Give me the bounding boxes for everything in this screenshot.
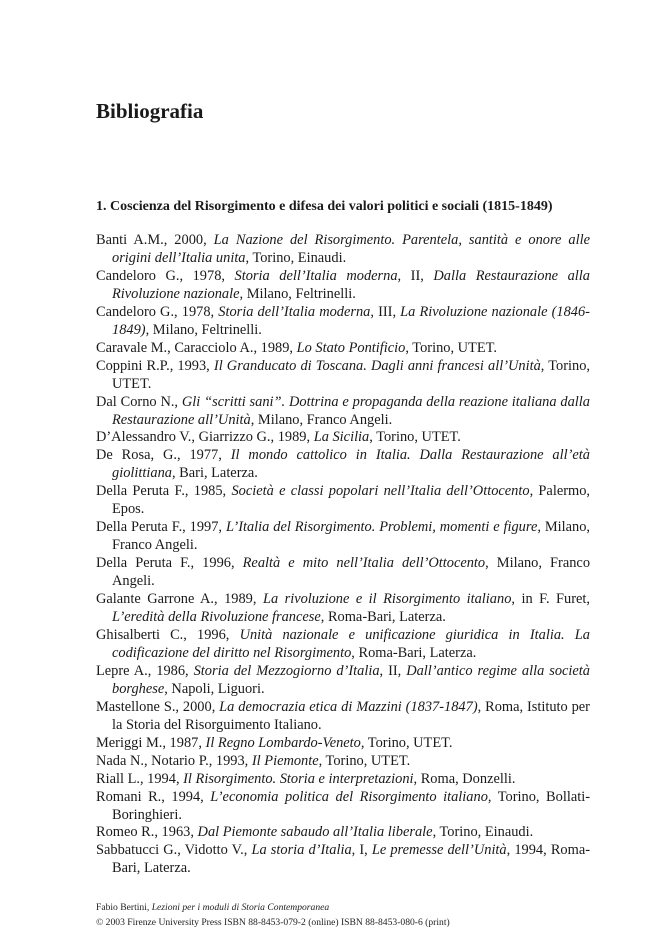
entry-text: , Milano, Franco Angeli. — [112, 555, 591, 590]
bibliography-entry — [96, 753, 590, 771]
footer-copyright: © 2003 Firenze University Press ISBN 88-8453-079-2 (online) ISBN 88-8453-080-6 (print) — [96, 917, 450, 929]
entry-text: Romeo R., 1963, — [96, 824, 198, 841]
footer-book-title: Lezioni per i moduli di Storia Contemporanea — [151, 902, 330, 914]
bibliography-entry — [96, 699, 590, 735]
entry-title-italic: Il mondo cattolico in Italia. Dalla Restaurazione all’età giolittiana — [112, 447, 590, 482]
entry-text: , Torino, UTET. — [369, 429, 461, 446]
entry-title-italic: Le premesse dell’Unità — [371, 842, 507, 859]
entry-title-italic: Il Piemonte — [251, 752, 319, 769]
entry-title-italic: La rivoluzione e il Risorgimento italiano — [262, 591, 512, 608]
entry-title-italic: La storia d’Italia — [251, 842, 352, 859]
entry-text: Mastellone S., 2000, — [96, 698, 220, 715]
entry-text: De Rosa, G., 1977, — [96, 447, 231, 464]
entry-text: , Milano, Franco Angeli. — [250, 411, 393, 428]
entry-text: Candeloro G., 1978, — [96, 303, 219, 320]
entry-title-italic: L’economia politica del Risorgimento italiano — [210, 788, 488, 805]
bibliography-entry — [96, 358, 590, 394]
entry-text: , Torino, Einaudi. — [245, 249, 347, 266]
bibliography-entry — [96, 394, 590, 430]
entry-text: Meriggi M., 1987, — [96, 734, 206, 751]
entry-text: Caravale M., Caracciolo A., 1989, — [96, 339, 297, 356]
footer-author: Fabio Bertini, — [96, 902, 152, 914]
entry-text: Sabbatucci G., Vidotto V., — [96, 842, 252, 859]
bibliography-entry — [96, 429, 590, 447]
entry-text: , II, — [379, 662, 407, 679]
bibliography-entry — [96, 304, 590, 340]
entry-title-italic: Storia dell’Italia moderna — [218, 303, 371, 320]
entry-title-italic: La Rivoluzione nazionale (1846-1849) — [112, 303, 590, 338]
bibliography-entry — [96, 735, 590, 753]
entry-text: Banti A.M., 2000, — [96, 232, 214, 248]
bibliography-entry — [96, 663, 590, 699]
bibliography-entry — [96, 627, 590, 663]
entry-text: , Roma, Istituto per la Storia del Risorguimento Italiano. — [112, 698, 590, 733]
bibliography-entry — [96, 232, 590, 268]
entry-text: , II, — [397, 267, 434, 284]
entry-text: , Torino, UTET. — [360, 734, 453, 751]
page-title: Bibliografia — [96, 99, 204, 123]
entry-text: Della Peruta F., 1997, — [96, 519, 226, 536]
entry-text: Nada N., Notario P., 1993, — [96, 752, 252, 769]
entry-text: , 1994, Roma-Bari, Laterza. — [112, 842, 590, 877]
entry-title-italic: L’eredità della Rivoluzione francese — [112, 609, 321, 626]
entry-text: , Milano, Franco Angeli. — [112, 519, 591, 554]
entry-text: Galante Garrone A., 1989, — [96, 591, 263, 608]
entry-title-italic: Il Regno Lombardo-Veneto — [205, 734, 361, 751]
page-footer — [96, 900, 590, 930]
entry-text: Candeloro G., 1978, — [96, 267, 235, 284]
entry-text: , Torino, UTET. — [318, 752, 411, 769]
entry-text: , Torino, UTET. — [405, 339, 497, 356]
entry-text: Della Peruta F., 1996, — [96, 555, 243, 572]
entry-text: , Torino, UTET. — [112, 357, 590, 392]
entry-text: , Torino, Bollati-Boringhieri. — [112, 788, 590, 823]
entry-title-italic: Dall’antico regime alla società borghese — [112, 662, 590, 697]
bibliography-entry — [96, 519, 590, 555]
entry-title-italic: Unità nazionale e unificazione giuridica in Italia. La codificazione del diritto nel Risorgimento — [112, 626, 590, 661]
entry-text: , Bari, Laterza. — [171, 465, 258, 482]
entry-text: Della Peruta F., 1985, — [96, 483, 232, 500]
entry-text: Riall L., 1994, — [96, 770, 184, 787]
bibliography-entry — [96, 789, 590, 825]
entry-title-italic: Gli “scritti sani”. Dottrina e propaganda della reazione italiana dalla Restaurazione all’Unità — [112, 393, 590, 428]
entry-text: Coppini R.P., 1993, — [96, 357, 214, 374]
entry-text: , Milano, Feltrinelli. — [239, 285, 356, 302]
bibliography-list — [96, 232, 590, 878]
entry-text: Ghisalberti C., 1996, — [96, 626, 240, 643]
bibliography-entry — [96, 340, 590, 358]
entry-text: , III, — [370, 303, 401, 320]
bibliography-entry — [96, 591, 590, 627]
entry-title-italic: Lo Stato Pontificio — [296, 339, 406, 356]
entry-title-italic: Realtà e mito nell’Italia dell’Ottocento — [242, 555, 486, 572]
bibliography-entry — [96, 824, 590, 842]
entry-title-italic: Dal Piemonte sabaudo all’Italia liberale — [197, 824, 433, 841]
footer-citation — [96, 900, 590, 915]
bibliography-entry — [96, 268, 590, 304]
entry-text: , Milano, Feltrinelli. — [145, 321, 262, 338]
entry-text: , Roma-Bari, Laterza. — [351, 644, 477, 661]
entry-title-italic: La Nazione del Risorgimento. Parentela, santità e onore alle origini dell’Italia unita — [112, 232, 590, 266]
entry-title-italic: Dalla Restaurazione alla Rivoluzione nazionale — [112, 267, 590, 302]
entry-title-italic: La Sicilia — [313, 429, 370, 446]
entry-text: Romani R., 1994, — [96, 788, 211, 805]
entry-text: Lepre A., 1986, — [96, 662, 194, 679]
entry-text: , Roma-Bari, Laterza. — [320, 609, 446, 626]
entry-text: , I, — [351, 842, 372, 859]
bibliography-entry — [96, 771, 590, 789]
entry-title-italic: Storia del Mezzogiorno d’Italia — [193, 662, 380, 679]
entry-title-italic: L’Italia del Risorgimento. Problemi, momenti e figure — [225, 519, 538, 536]
entry-text: , Palermo, Epos. — [112, 483, 590, 518]
entry-text: , Napoli, Liguori. — [164, 680, 265, 697]
entry-text: , Roma, Donzelli. — [413, 770, 516, 787]
entry-title-italic: Società e classi popolari nell’Italia dell’Ottocento — [231, 483, 530, 500]
entry-title-italic: Storia dell’Italia moderna — [234, 267, 398, 284]
entry-text: Dal Corno N., — [96, 393, 182, 410]
bibliography-entry — [96, 555, 590, 591]
entry-text: D’Alessandro V., Giarrizzo G., 1989, — [96, 429, 314, 446]
bibliography-entry — [96, 842, 590, 878]
bibliography-entry — [96, 447, 590, 483]
entry-text: , in F. Furet, — [511, 591, 591, 608]
bibliography-entry — [96, 483, 590, 519]
entry-title-italic: La democrazia etica di Mazzini (1837-1847) — [219, 698, 478, 715]
entry-title-italic: Il Granducato di Toscana. Dagli anni francesi all’Unità — [213, 357, 541, 374]
entry-title-italic: Il Risorgimento. Storia e interpretazioni — [183, 770, 414, 787]
section-heading: 1. Coscienza del Risorgimento e difesa dei valori politici e sociali (1815-1849) — [96, 199, 553, 214]
entry-text: , Torino, Einaudi. — [432, 824, 534, 841]
